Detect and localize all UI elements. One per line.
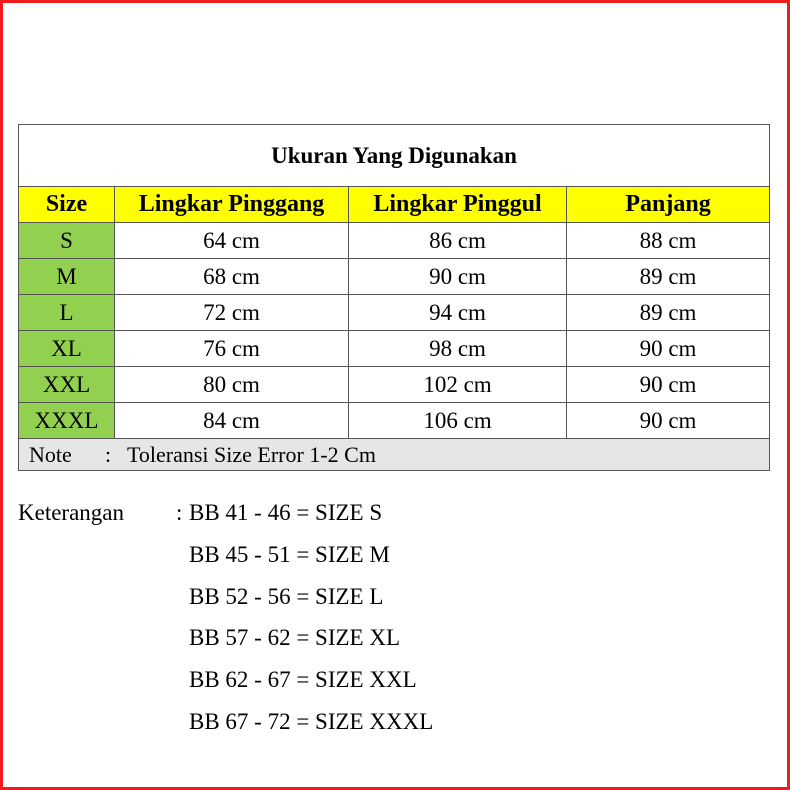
panjang-cell: 90 cm — [567, 331, 770, 367]
header-panjang: Panjang — [567, 187, 770, 223]
keterangan-item: BB 67 - 72 = SIZE XXXL — [189, 709, 434, 734]
keterangan-item: BB 41 - 46 = SIZE S — [189, 500, 383, 525]
note-row — [19, 439, 770, 471]
pinggang-cell: 64 cm — [115, 223, 349, 259]
pinggul-cell: 90 cm — [349, 259, 567, 295]
table-row — [19, 367, 770, 403]
size-cell: XL — [19, 331, 115, 367]
header-row — [19, 187, 770, 223]
pinggang-cell: 72 cm — [115, 295, 349, 331]
table-row — [19, 259, 770, 295]
pinggul-cell: 106 cm — [349, 403, 567, 439]
size-cell: M — [19, 259, 115, 295]
pinggul-cell: 98 cm — [349, 331, 567, 367]
size-cell: XXXL — [19, 403, 115, 439]
pinggul-cell: 94 cm — [349, 295, 567, 331]
panjang-cell: 89 cm — [567, 259, 770, 295]
keterangan-label: Keterangan — [18, 500, 124, 525]
size-cell: XXL — [19, 367, 115, 403]
note-separator: : — [105, 441, 112, 467]
panjang-cell: 89 cm — [567, 295, 770, 331]
panjang-cell: 88 cm — [567, 223, 770, 259]
keterangan-item: BB 52 - 56 = SIZE L — [189, 584, 384, 609]
pinggang-cell: 68 cm — [115, 259, 349, 295]
pinggang-cell: 80 cm — [115, 367, 349, 403]
keterangan-item: BB 57 - 62 = SIZE XL — [189, 625, 401, 650]
note-text: Toleransi Size Error 1-2 Cm — [127, 441, 376, 467]
header-lingkar-pinggul: Lingkar Pinggul — [349, 187, 567, 223]
size-cell: S — [19, 223, 115, 259]
size-cell: L — [19, 295, 115, 331]
keterangan-colon: : — [176, 500, 183, 525]
table-row — [19, 295, 770, 331]
panjang-cell: 90 cm — [567, 367, 770, 403]
header-lingkar-pinggang: Lingkar Pinggang — [115, 187, 349, 223]
table-title: Ukuran Yang Digunakan — [19, 125, 770, 187]
keterangan-item: BB 62 - 67 = SIZE XXL — [189, 667, 417, 692]
panjang-cell: 90 cm — [567, 403, 770, 439]
pinggul-cell: 86 cm — [349, 223, 567, 259]
size-chart-table — [18, 124, 770, 471]
table-row — [19, 331, 770, 367]
pinggang-cell: 84 cm — [115, 403, 349, 439]
note-label: Note — [29, 441, 72, 467]
keterangan-item: BB 45 - 51 = SIZE M — [189, 542, 390, 567]
pinggul-cell: 102 cm — [349, 367, 567, 403]
table-row — [19, 403, 770, 439]
table-row — [19, 223, 770, 259]
header-size: Size — [19, 187, 115, 223]
pinggang-cell: 76 cm — [115, 331, 349, 367]
